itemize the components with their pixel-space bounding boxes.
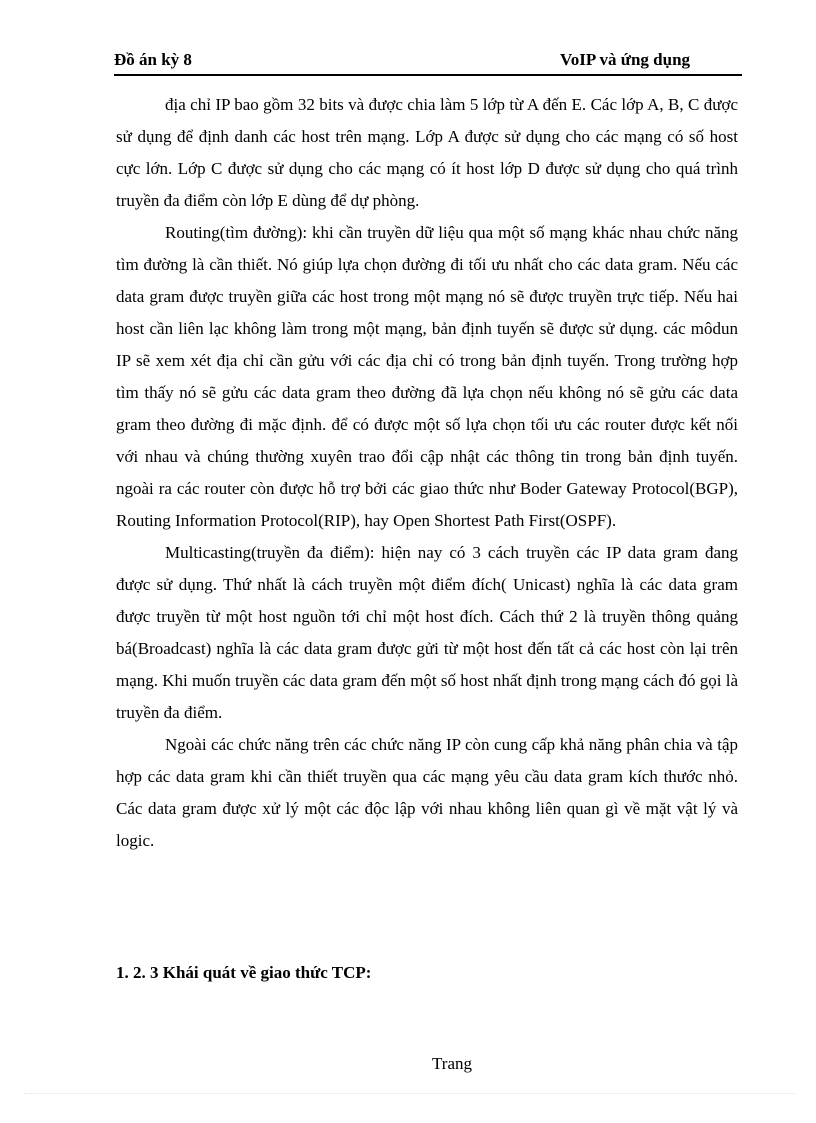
paragraph-routing: Routing(tìm đường): khi cần truyền dữ liệu qua một số mạng khác nhau chức năng tìm đường là cần thiết. Nó giúp lựa chọn đường đi tối ưu nhất cho các data gram. Nếu các data gram được truyền giữa các host trong một mạng nó sẽ được truyền trực tiếp. Nếu hai host cần liên lạc không làm trong một mạng, bản định tuyến sẽ được sử dụng. các môdun IP sẽ xem xét địa chỉ cần gửu với các địa chỉ có trong bản định tuyến. Trong trường hợp tìm thấy nó sẽ gửu các data gram theo đường đã lựa chọn nếu không nó sẽ gửu các data gram theo đường đi mặc định. để có được một số lựa chọn tối ưu các router được kết nối với nhau và chúng thường xuyên trao đổi cập nhật các thông tin trong bản định tuyến. ngoài ra các router còn được hỗ trợ bởi các giao thức như Boder Gateway Protocol(BGP), Routing Information Protocol(RIP), hay Open Shortest Path First(OSPF).	[116, 223, 738, 530]
paragraph-ip-classes: địa chỉ IP bao gồm 32 bits và được chia làm 5 lớp từ A đến E. Các lớp A, B, C được sử dụng để định danh các host trên mạng. Lớp A được sử dụng cho các mạng có số host cực lớn. Lớp C được sử dụng cho các mạng có ít host lớp D được sử dụng cho quá trình truyền đa điểm còn lớp E dùng để dự phòng.	[116, 95, 738, 210]
paragraph-multicasting: Multicasting(truyền đa điểm): hiện nay có 3 cách truyền các IP data gram đang được sử dụng. Thứ nhất là cách truyền một điểm đích( Unicast) nghĩa là các data gram được truyền từ một host nguồn tới chỉ một host đích. Cách thứ 2 là truyền thông quảng bá(Broadcast) nghĩa là các data gram được gửi từ một host đến tất cả các host còn lại trên mạng. Khi muốn truyền các data gram đến một số host nhất định trong mạng cách đó gọi là truyền đa điểm.	[116, 543, 738, 722]
header-left-title: Đồ án kỳ 8	[114, 50, 192, 69]
paragraph-fragmentation: Ngoài các chức năng trên các chức năng IP còn cung cấp khả năng phân chia và tập hợp các data gram khi cần thiết truyền qua các mạng yêu cầu data gram kích thước nhỏ. Các data gram được xử lý một các độc lập với nhau không liên quan gì về mặt vật lý và logic.	[116, 735, 738, 850]
page-header	[114, 48, 742, 72]
section-heading: 1. 2. 3 Khái quát về giao thức TCP:	[116, 963, 372, 982]
header-rule	[114, 74, 742, 76]
body-text	[116, 89, 738, 857]
footer-page-label: Trang	[432, 1054, 472, 1073]
header-right-title: VoIP và ứng dụng	[560, 50, 691, 69]
footer-divider	[24, 1093, 796, 1094]
